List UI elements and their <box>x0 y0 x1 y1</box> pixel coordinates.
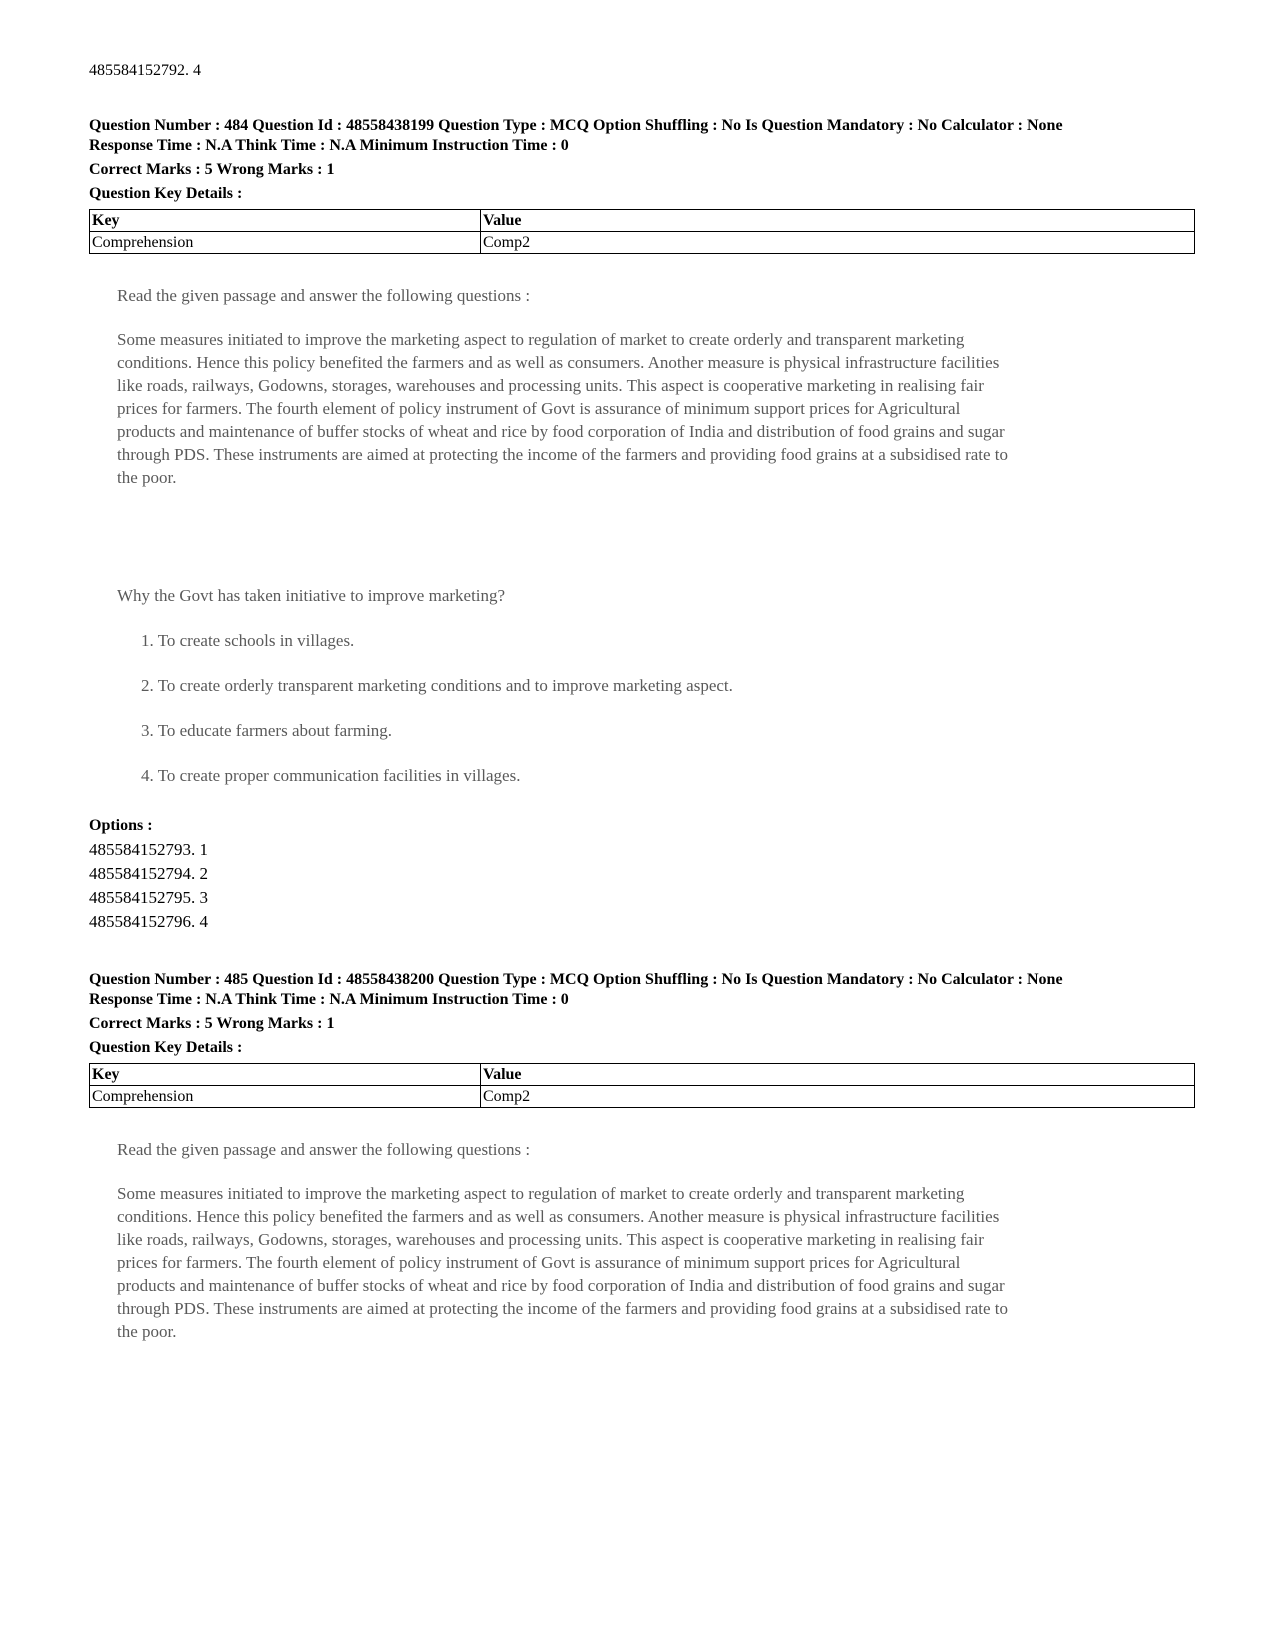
question-header-line1: Question Number : 484 Question Id : 48558438199 Question Type : MCQ Option Shuffling : No Is Question Mandatory : No Calculator : None <box>89 117 1063 134</box>
previous-option-line: 485584152792. 4 <box>89 62 201 79</box>
value-column-header: Value <box>481 1064 1195 1086</box>
option-item-2: 485584152794. 2 <box>89 864 208 883</box>
key-cell: Comprehension <box>90 232 481 254</box>
key-table-header-row <box>90 1064 1195 1086</box>
value-column-header: Value <box>481 210 1195 232</box>
passage-intro: Read the given passage and answer the following questions : <box>117 1140 531 1159</box>
choice-4: 4. To create proper communication facilities in villages. <box>141 766 521 785</box>
question-key-table <box>89 209 1195 254</box>
key-column-header: Key <box>90 210 481 232</box>
question-key-details-label: Question Key Details : <box>89 1039 243 1056</box>
option-item-3: 485584152795. 3 <box>89 888 208 907</box>
choice-2: 2. To create orderly transparent marketing conditions and to improve marketing aspect. <box>141 676 733 695</box>
question-header-line2: Response Time : N.A Think Time : N.A Minimum Instruction Time : 0 <box>89 137 569 154</box>
key-table-row <box>90 232 1195 254</box>
question-key-details-label: Question Key Details : <box>89 185 243 202</box>
question-key-table <box>89 1063 1195 1108</box>
key-cell: Comprehension <box>90 1086 481 1108</box>
option-item-1: 485584152793. 1 <box>89 840 208 859</box>
choice-3: 3. To educate farmers about farming. <box>141 721 393 740</box>
key-column-header: Key <box>90 1064 481 1086</box>
option-item-4: 485584152796. 4 <box>89 912 208 931</box>
question-text: Why the Govt has taken initiative to improve marketing? <box>117 586 506 605</box>
question-marks: Correct Marks : 5 Wrong Marks : 1 <box>89 1015 335 1032</box>
key-table-header-row <box>90 210 1195 232</box>
passage-intro: Read the given passage and answer the following questions : <box>117 286 531 305</box>
question-header-line2: Response Time : N.A Think Time : N.A Minimum Instruction Time : 0 <box>89 991 569 1008</box>
question-marks: Correct Marks : 5 Wrong Marks : 1 <box>89 161 335 178</box>
passage-text: Some measures initiated to improve the marketing aspect to regulation of market to create orderly and transparent marketing conditions. Hence this policy benefited the farmers and as well as consumers. Another measure is physical infrastructure facilities like roads, railways, Godowns, storages, warehouses and processing units. This aspect is cooperative marketing in realising fair prices for farmers. The fourth element of policy instrument of Govt is assurance of minimum support prices for Agricultural products and maintenance of buffer stocks of wheat and rice by food corporation of India and distribution of food grains and sugar through PDS. These instruments are aimed at protecting the income of the farmers and providing food grains at a subsidised rate to the poor. <box>117 330 1009 487</box>
value-cell: Comp2 <box>481 232 1195 254</box>
passage-text: Some measures initiated to improve the marketing aspect to regulation of market to create orderly and transparent marketing conditions. Hence this policy benefited the farmers and as well as consumers. Another measure is physical infrastructure facilities like roads, railways, Godowns, storages, warehouses and processing units. This aspect is cooperative marketing in realising fair prices for farmers. The fourth element of policy instrument of Govt is assurance of minimum support prices for Agricultural products and maintenance of buffer stocks of wheat and rice by food corporation of India and distribution of food grains and sugar through PDS. These instruments are aimed at protecting the income of the farmers and providing food grains at a subsidised rate to the poor. <box>117 1184 1009 1341</box>
key-table-row <box>90 1086 1195 1108</box>
value-cell: Comp2 <box>481 1086 1195 1108</box>
question-header-line1: Question Number : 485 Question Id : 48558438200 Question Type : MCQ Option Shuffling : No Is Question Mandatory : No Calculator : None <box>89 971 1063 988</box>
choice-1: 1. To create schools in villages. <box>141 631 355 650</box>
options-label: Options : <box>89 817 153 834</box>
